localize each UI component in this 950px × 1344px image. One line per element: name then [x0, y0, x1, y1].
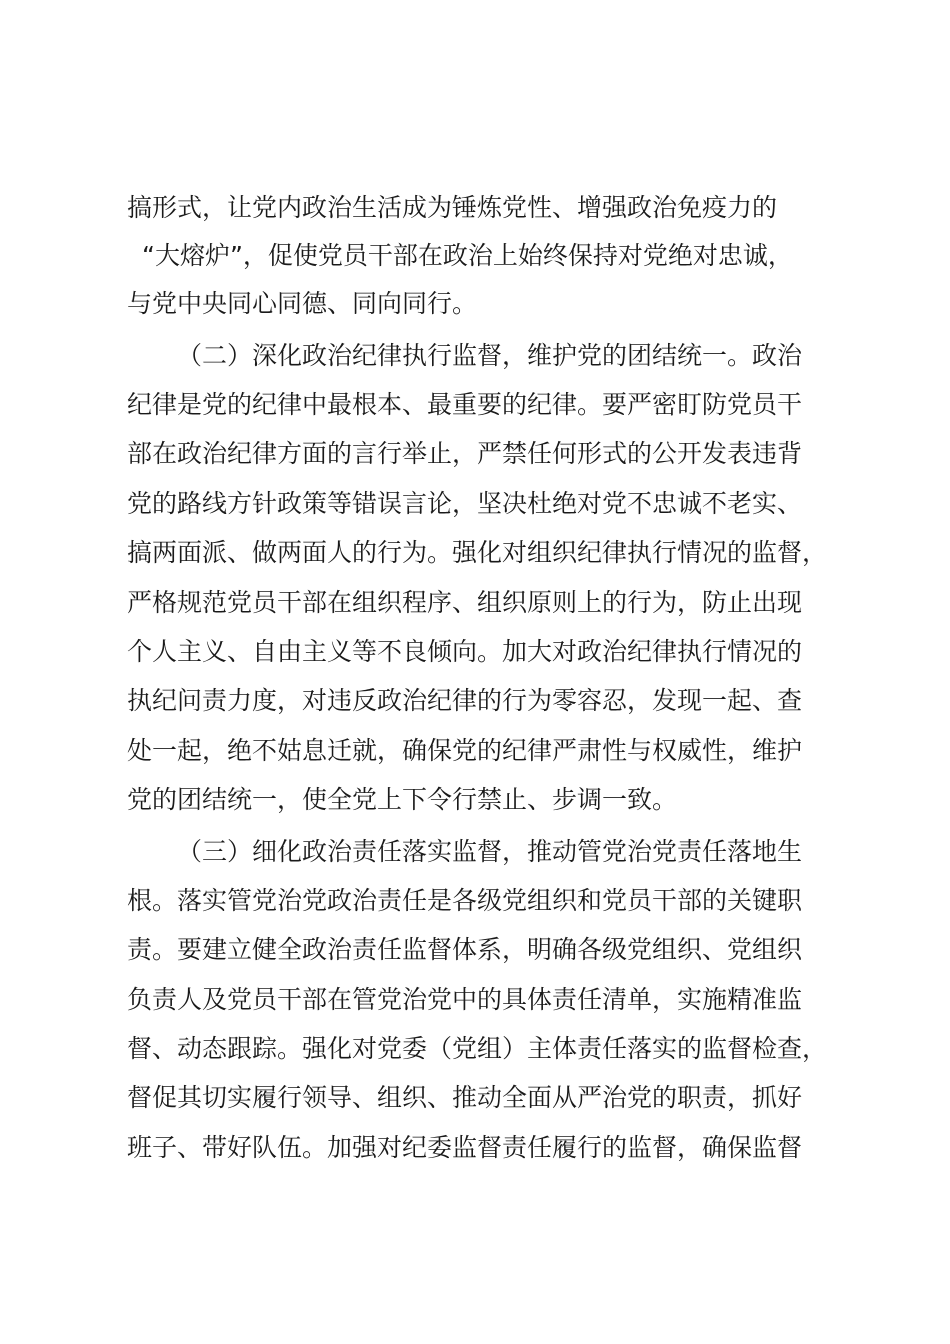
- text-line: 负责人及党员干部在管党治党中的具体责任清单，实施精准监: [127, 985, 803, 1014]
- text-line: 执纪问责力度，对违反政治纪律的行为零容忍，发现一起、查: [127, 686, 803, 715]
- text-line: 个人主义、自由主义等不良倾向。加大对政治纪律执行情况的: [127, 637, 803, 666]
- text-line: 督促其切实履行领导、组织、推动全面从严治党的职责，抓好: [127, 1083, 803, 1112]
- text-line: 责。要建立健全政治责任监督体系，明确各级党组织、党组织: [127, 935, 803, 964]
- section-heading-line: （三）细化政治责任落实监督，推动管党治党责任落地生: [177, 837, 803, 866]
- text-line: 与党中央同心同德、同向同行。: [127, 289, 478, 318]
- text-line: 班子、带好队伍。加强对纪委监督责任履行的监督，确保监督: [127, 1133, 803, 1162]
- text-line: 处一起，绝不姑息迁就，确保党的纪律严肃性与权威性，维护: [127, 736, 803, 765]
- text-line: “大熔炉”，促使党员干部在政治上始终保持对党绝对忠诚，: [142, 241, 793, 270]
- text-line: 搞两面派、做两面人的行为。强化对组织纪律执行情况的监督，: [127, 538, 828, 567]
- text-line: 党的团结统一，使全党上下令行禁止、步调一致。: [127, 785, 678, 814]
- text-line: 根。落实管党治党政治责任是各级党组织和党员干部的关键职: [127, 886, 803, 915]
- text-line: 纪律是党的纪律中最根本、最重要的纪律。要严密盯防党员干: [127, 390, 803, 419]
- text-line: 督、动态跟踪。强化对党委（党组）主体责任落实的监督检查，: [127, 1034, 828, 1063]
- text-line: 严格规范党员干部在组织程序、组织原则上的行为，防止出现: [127, 588, 803, 617]
- text-line: 党的路线方针政策等错误言论，坚决杜绝对党不忠诚不老实、: [127, 489, 803, 518]
- text-line: 部在政治纪律方面的言行举止，严禁任何形式的公开发表违背: [127, 439, 803, 468]
- section-heading-line: （二）深化政治纪律执行监督，维护党的团结统一。政治: [177, 341, 803, 370]
- text-line: 搞形式，让党内政治生活成为锤炼党性、增强政治免疫力的: [127, 193, 778, 222]
